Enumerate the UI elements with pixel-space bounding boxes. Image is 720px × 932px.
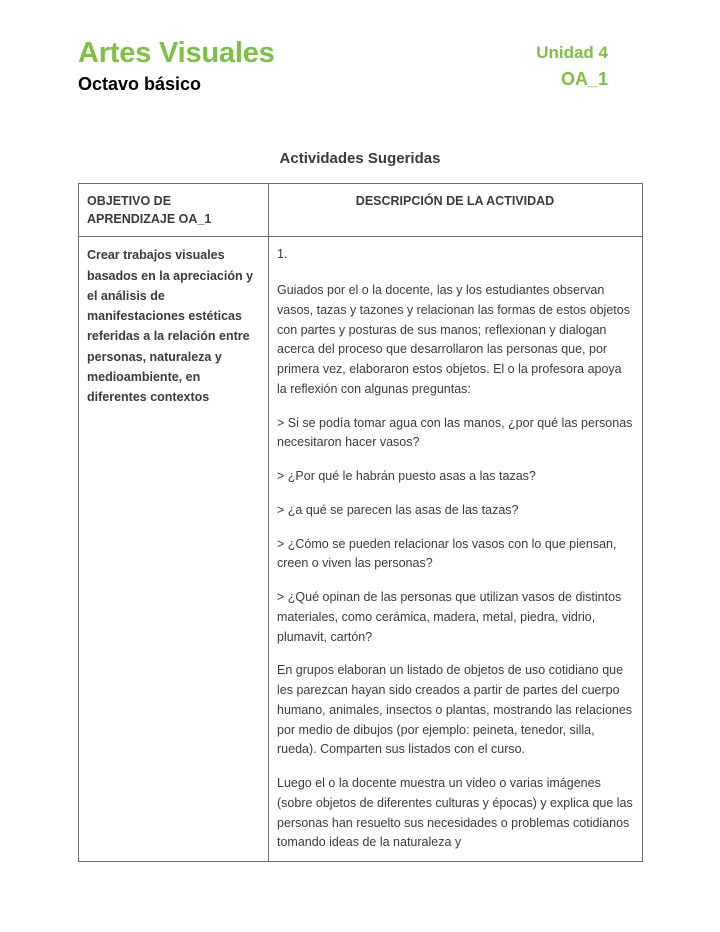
header-left-block <box>78 38 275 97</box>
activity-question-5: > ¿Qué opinan de las personas que utilizan vasos de distintos materiales, como cerámica, madera, metal, piedra, vidrio, plumavit, cartón? <box>277 590 622 644</box>
activity-question-2: > ¿Por qué le habrán puesto asas a las tazas? <box>277 469 536 483</box>
subject-title: Artes Visuales <box>78 37 275 69</box>
activity-question-3: > ¿a qué se parecen las asas de las tazas? <box>277 502 519 517</box>
grade-level-title: Octavo básico <box>78 74 202 95</box>
table-header-row <box>79 184 643 237</box>
header-right-block <box>536 38 608 92</box>
activity-question-1: > Si se podía tomar agua con las manos, ¿por qué las personas necesitaron hacer vasos? <box>277 415 633 450</box>
suggested-activities-table <box>78 183 643 862</box>
activity-question-4: > ¿Cómo se pueden relacionar los vasos con lo que piensan, creen o viven las personas? <box>277 536 617 571</box>
activity-video-paragraph: Luego el o la docente muestra un video o varias imágenes (sobre objetos de diferentes culturas y épocas) y explica que las personas han resuelto sus necesidades o problemas cotidianos tomando ideas de la naturaleza y <box>277 776 633 850</box>
learning-objective-code: OA_1 <box>560 69 608 90</box>
objective-description-text: Crear trabajos visuales basados en la apreciación y el análisis de manifestaciones estéticas referidas a la relación entre personas, naturaleza y medioambiente, en diferentes contextos <box>87 248 254 404</box>
column-header-objective: OBJETIVO DE APRENDIZAJE OA_1 <box>79 184 269 237</box>
table-body-row <box>79 237 643 862</box>
unit-label: Unidad 4 <box>536 43 608 62</box>
activity-group-work-paragraph: En grupos elaboran un listado de objetos de uso cotidiano que les parezcan hayan sido creados a partir de partes del cuerpo humano, animales, insectos o plantas, mostrando las relaciones por medio de dibujos (por ejemplo: peineta, tenedor, silla, rueda). Comparten sus listados con el curso. <box>277 663 633 757</box>
document-header <box>78 38 608 97</box>
activity-description-cell <box>269 237 643 862</box>
objective-cell <box>79 237 269 862</box>
section-heading: Actividades Sugeridas <box>279 150 441 167</box>
activity-intro-paragraph: Guiados por el o la docente, las y los estudiantes observan vasos, tazas y tazones y relacionan las formas de estos objetos con partes y posturas de sus manos; reflexionan y dialogan acerca del proceso que desarrollaron las personas que, por primera vez, elaboraron estos objetos. El o la profesora apoya la reflexión con algunas preguntas: <box>277 283 630 396</box>
column-header-description: DESCRIPCIÓN DE LA ACTIVIDAD <box>269 184 643 237</box>
activity-number: 1. <box>277 247 288 262</box>
